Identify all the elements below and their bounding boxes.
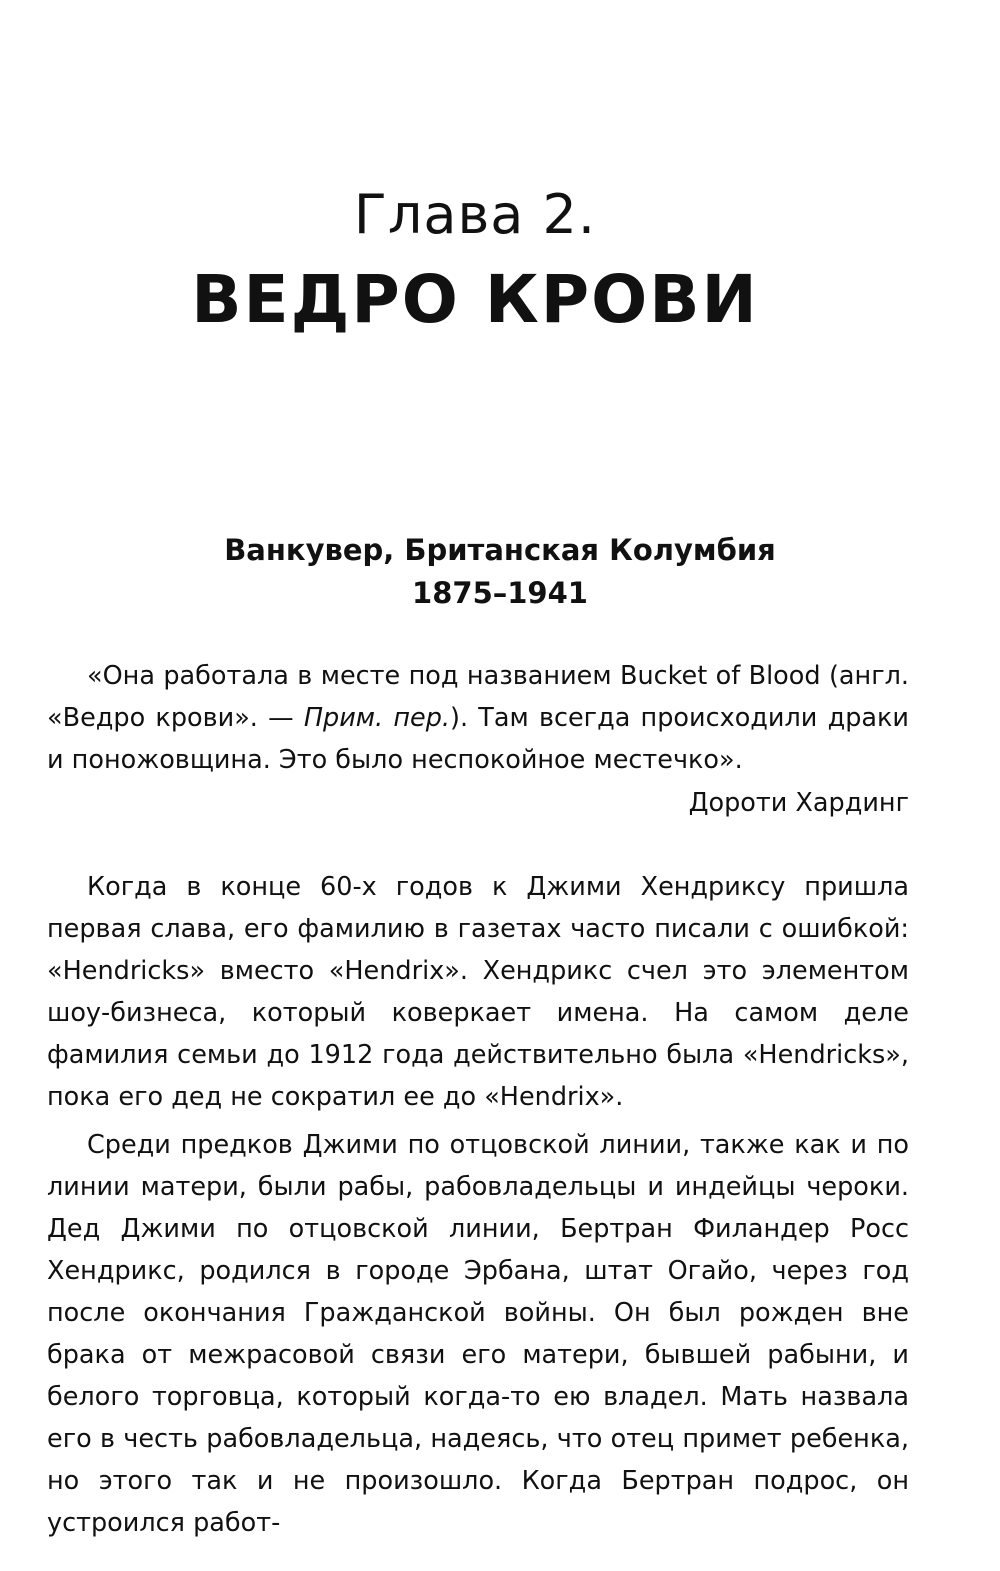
epigraph-quote — [47, 655, 909, 781]
chapter-number: Глава 2. — [353, 183, 597, 246]
setting-place: Ванкувер, Британская Колумбия — [224, 533, 776, 567]
epigraph-text-after: ). Там всегда происходили драки и поножовщина. Это было неспокойное местечко». — [47, 703, 909, 775]
body-paragraph: Когда в конце 60-х годов к Джими Хендриксу пришла первая слава, его фамилию в газетах часто писали с ошибкой: «Hendricks» вместо «Hendrix». Хендрикс счел это элементом шоу-бизнеса, который коверкает имена. На самом деле фамилия семьи до 1912 года действительно была «Hendricks», пока его дед не сократил ее до «Hendrix». — [47, 872, 909, 1112]
body-text — [47, 866, 909, 1550]
epigraph-translator-note: Прим. пер. — [303, 703, 451, 733]
epigraph-text-before: «Она работала в месте под названием Bucket of Blood (англ. «Ведро крови». — — [47, 661, 909, 733]
body-paragraph: Среди предков Джими по отцовской линии, также как и по линии матери, были рабы, рабовладельцы и индейцы чероки. Дед Джими по отцовской линии, Бертран Филандер Росс Хендрикс, родился в городе Эрбана, штат Огайо, через год после окончания Гражданской войны. Он был рожден вне брака от межрасовой связи его матери, бывшей рабыни, и белого торговца, который когда-то ею владел. Мать назвала его в честь рабовладельца, надеясь, что отец примет ребенка, но этого так и не произошло. Когда Бертран подрос, он устроился работ- — [47, 1130, 909, 1538]
chapter-title: ВЕДРО КРОВИ — [191, 261, 759, 338]
epigraph-author: Дороти Хардинг — [688, 788, 909, 818]
setting-years: 1875–1941 — [412, 576, 588, 610]
